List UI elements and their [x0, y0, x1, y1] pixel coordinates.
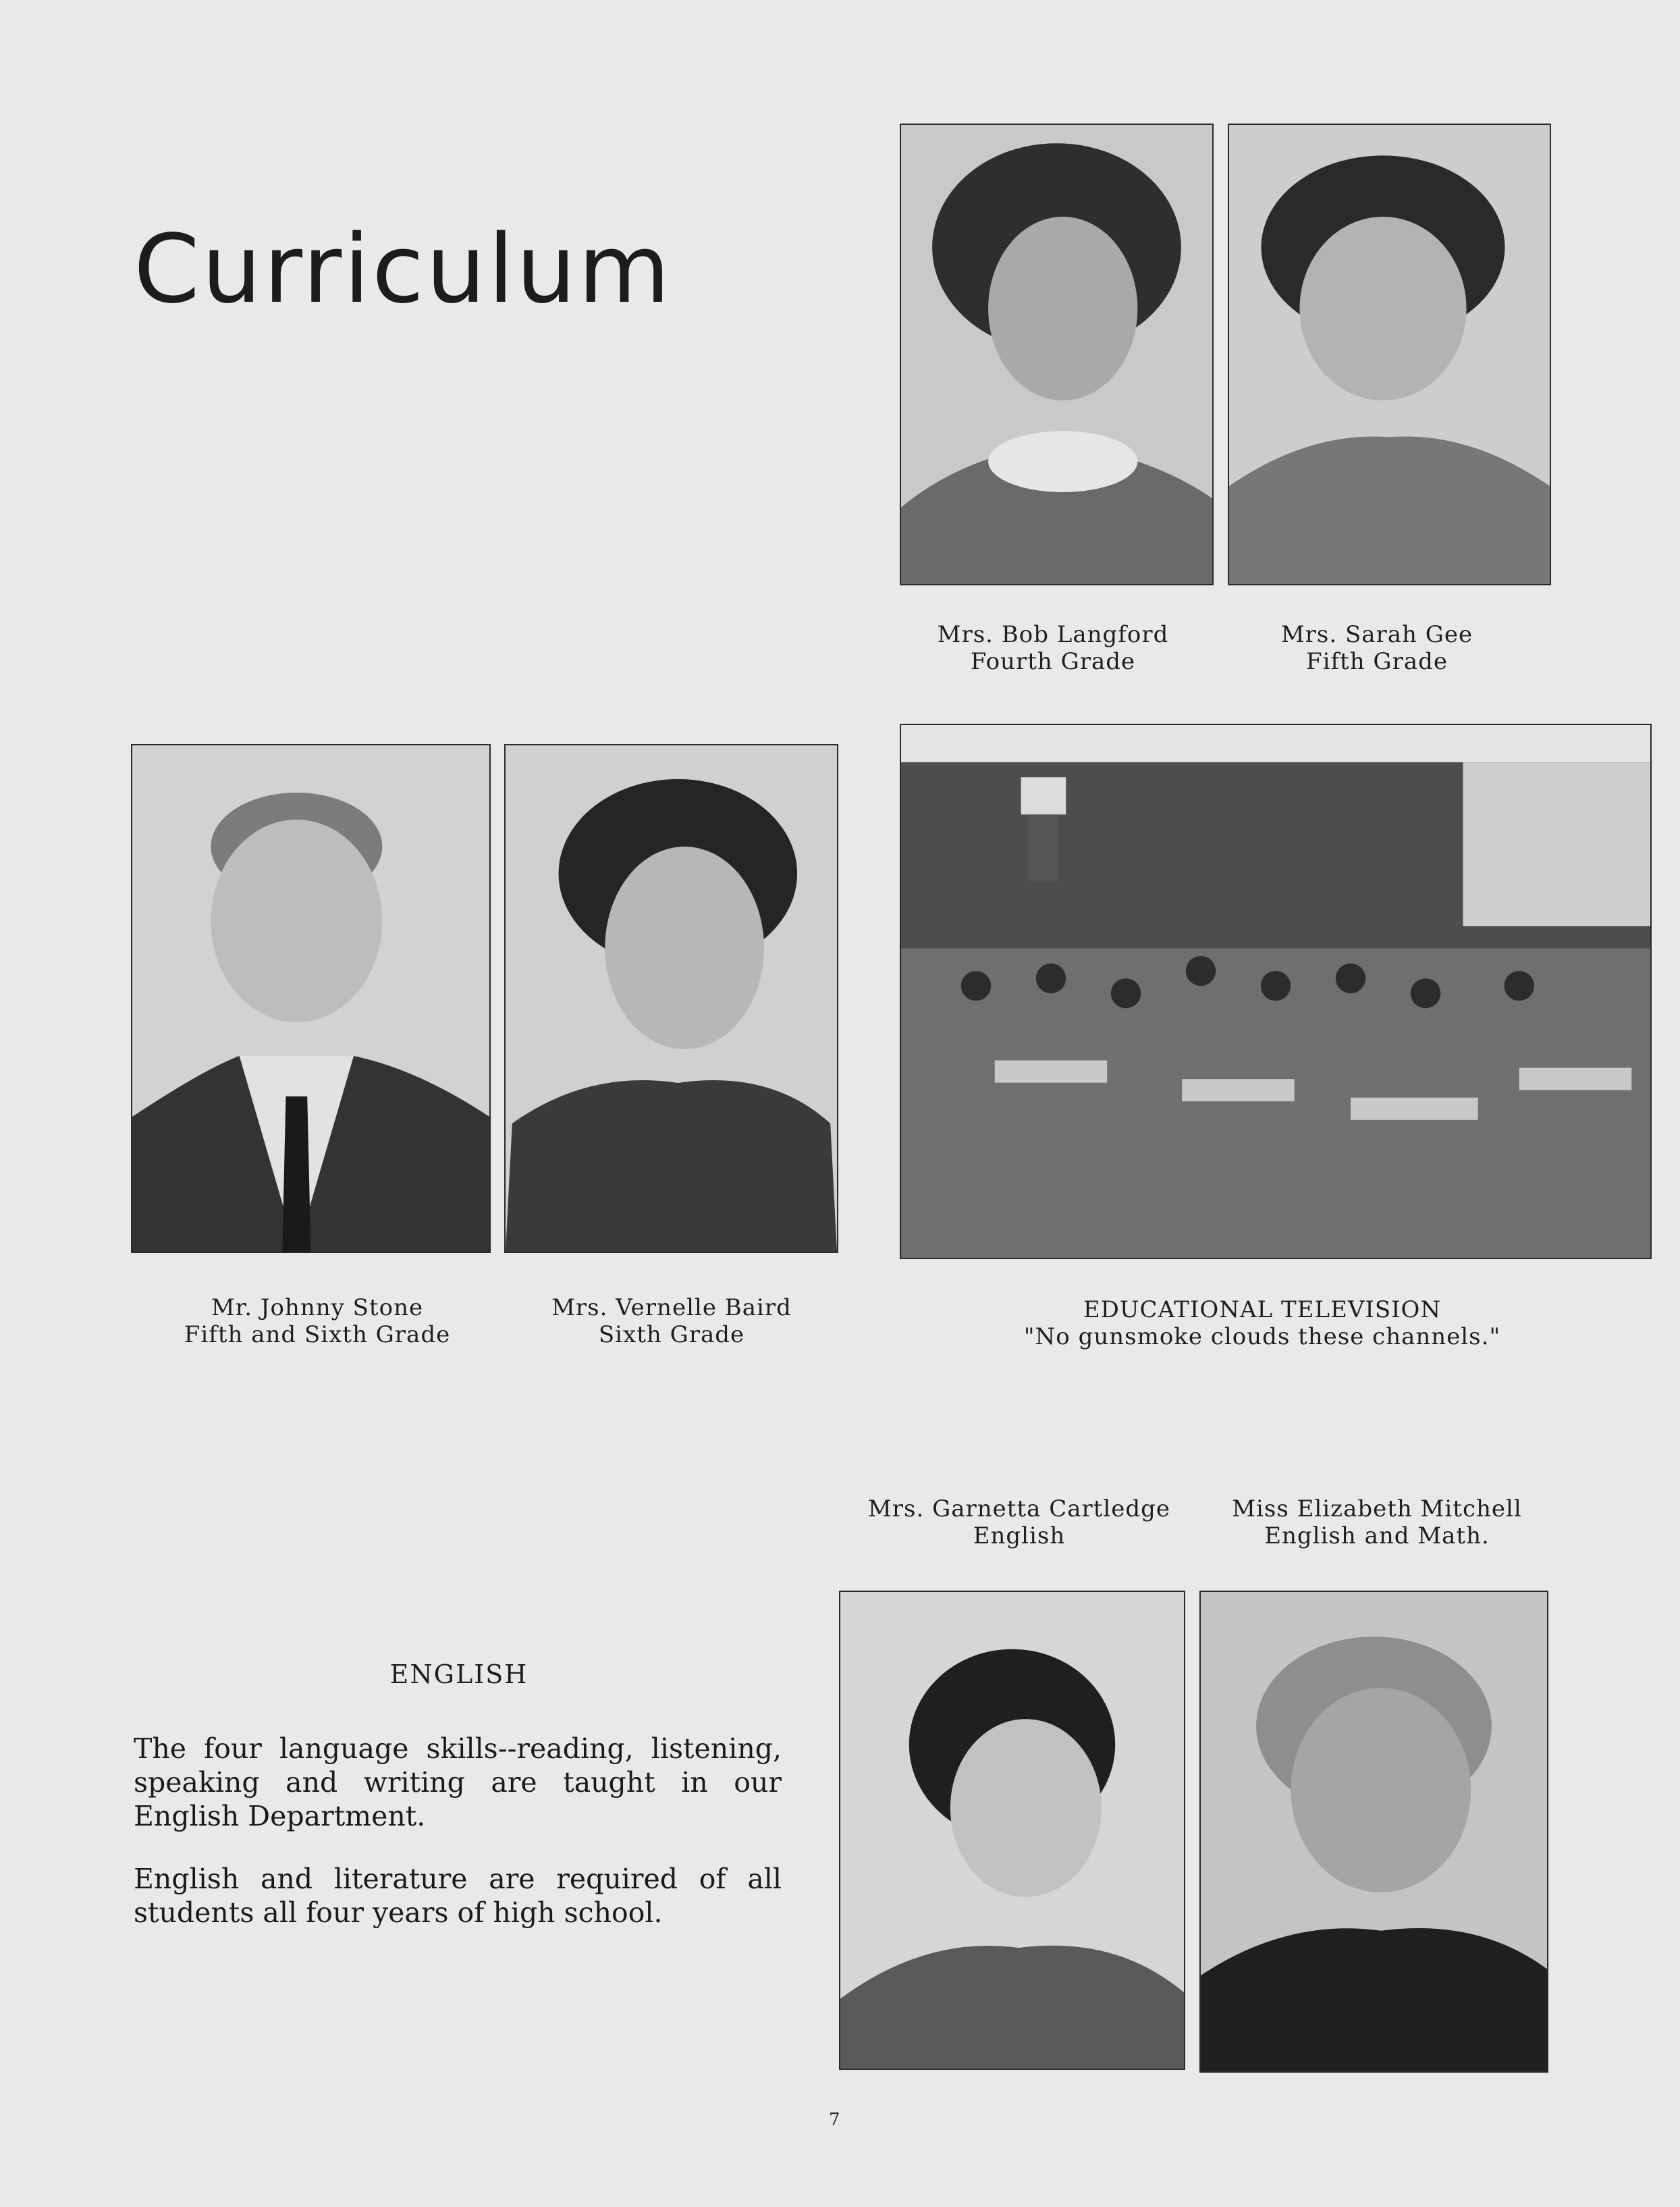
classroom-caption-quote: "No gunsmoke clouds these channels."	[1023, 1323, 1501, 1350]
portrait-photo-cartledge	[839, 1591, 1185, 2070]
staff-subject: English and Math.	[1264, 1522, 1490, 1549]
portrait-photo-gee	[1228, 124, 1551, 585]
staff-subject: English	[973, 1522, 1066, 1549]
staff-name: Mrs. Bob Langford	[937, 621, 1169, 648]
portrait-photo-baird	[504, 744, 838, 1253]
staff-subject: Fifth Grade	[1306, 648, 1448, 675]
page-title: Curriculum	[134, 215, 672, 325]
staff-subject: Fifth and Sixth Grade	[184, 1321, 451, 1348]
classroom-caption-title: EDUCATIONAL TELEVISION	[1083, 1296, 1442, 1323]
section-heading-english: ENGLISH	[389, 1659, 529, 1689]
staff-name: Mrs. Sarah Gee	[1280, 621, 1473, 648]
portrait-photo-stone	[131, 744, 491, 1253]
staff-subject: Fourth Grade	[970, 648, 1136, 675]
portrait-photo-langford	[900, 124, 1214, 585]
caption-classroom	[972, 1296, 1552, 1350]
caption-stone	[155, 1294, 479, 1348]
caption-langford	[904, 621, 1201, 675]
staff-subject: Sixth Grade	[598, 1321, 745, 1348]
staff-name: Mr. Johnny Stone	[211, 1294, 424, 1321]
caption-baird	[516, 1294, 827, 1348]
caption-cartledge	[850, 1495, 1188, 1549]
english-paragraph-2: English and literature are required of all students all four years of high school.	[134, 1863, 782, 1929]
portrait-photo-mitchell	[1199, 1591, 1548, 2073]
staff-name: Miss Elizabeth Mitchell	[1232, 1495, 1522, 1522]
caption-mitchell	[1208, 1495, 1546, 1549]
staff-name: Mrs. Vernelle Baird	[551, 1294, 792, 1321]
english-paragraph-1: The four language skills--reading, listening, speaking and writing are taught in our English Department.	[134, 1732, 782, 1832]
classroom-photo	[900, 724, 1652, 1259]
staff-name: Mrs. Garnetta Cartledge	[867, 1495, 1171, 1522]
page-number: 7	[829, 2110, 840, 2130]
caption-gee	[1228, 621, 1525, 675]
